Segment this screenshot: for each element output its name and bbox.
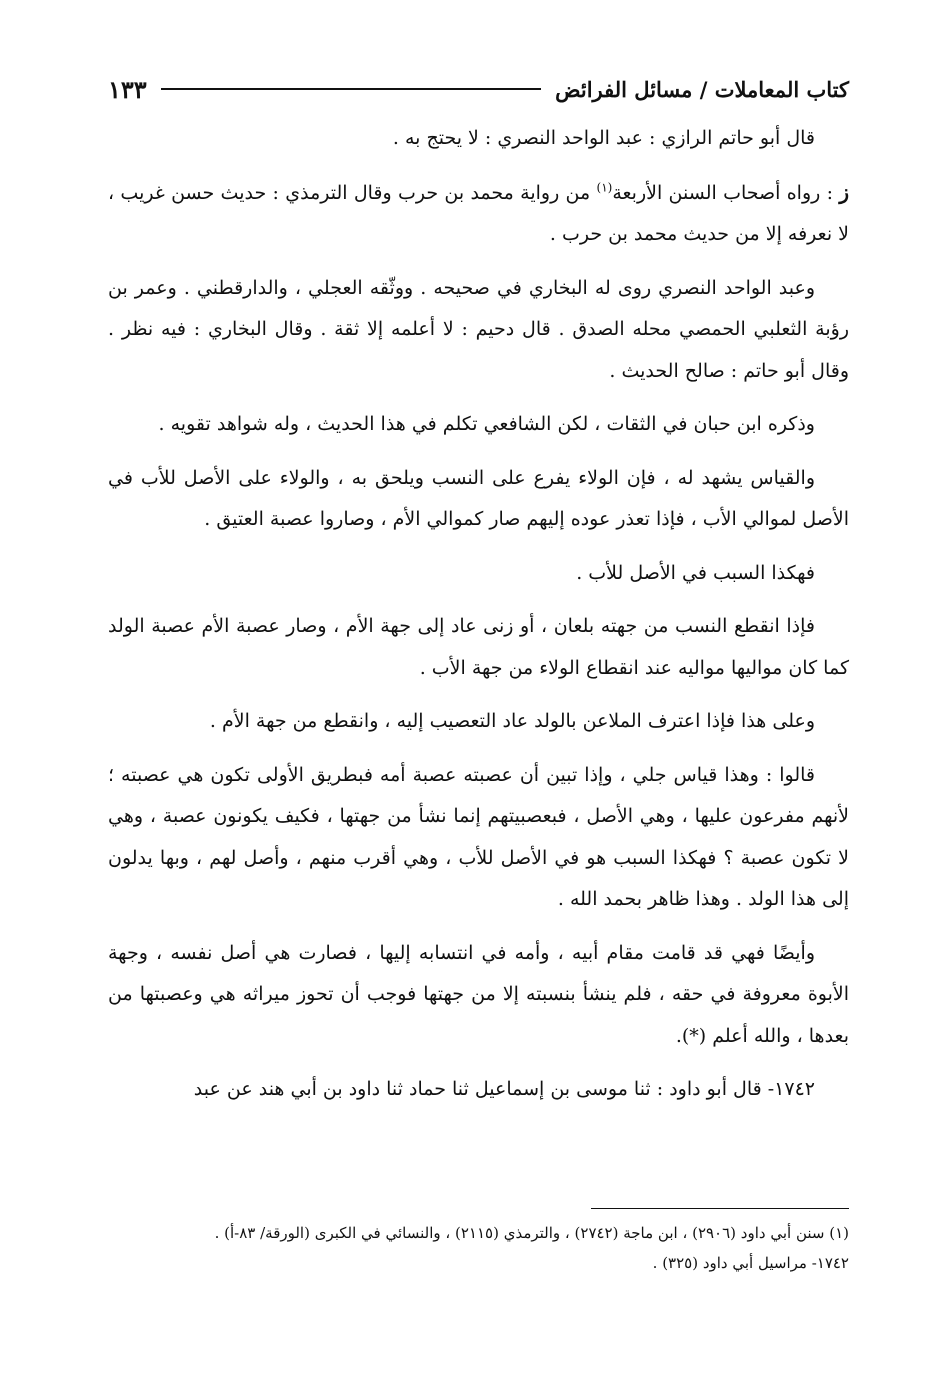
running-title: كتاب المعاملات / مسائل الفرائض bbox=[555, 76, 849, 102]
footnotes bbox=[108, 1218, 849, 1278]
paragraph-6 bbox=[108, 553, 849, 595]
hadith-1742-text: ١٧٤٢- قال أبو داود : ثنا موسى بن إسماعيل ثنا حماد ثنا داود بن أبي هند عن عبد bbox=[193, 1078, 815, 1100]
footnote-ref-1: (١) bbox=[596, 180, 613, 195]
paragraph-2-text: من رواية محمد بن حرب وقال الترمذي : حديث حسن غريب ، لا نعرفه إلا من حديث محمد بن حرب . bbox=[108, 181, 849, 245]
footnote-separator bbox=[591, 1208, 849, 1209]
paragraph-7 bbox=[108, 606, 849, 689]
paragraph-3-text: وعبد الواحد النصري روى له البخاري في صحيحه . ووثّقه العجلي ، والدارقطني . وعمر بن رؤبة الثعلبي الحمصي محله الصدق . قال دحيم : لا أعلمه إلا ثقة . وقال البخاري : فيه نظر . وقال أبو حاتم : صالح الحديث . bbox=[108, 276, 849, 382]
footnote-1742: ١٧٤٢- مراسيل أبي داود (٣٢٥) . bbox=[652, 1254, 849, 1272]
paragraph-10-text: وأيضًا فهي قد قامت مقام أبيه ، وأمه في انتسابه إليها ، فصارت هي أصل نفسه ، وجهة الأبوة معروفة في حقه ، فلم ينشأ بنسبته إلا من جهتها فوجب أن تحوز ميراثه هي وعصبتها من بعدها ، والله أعلم (*). bbox=[108, 941, 849, 1047]
paragraph-9-text: قالوا : وهذا قياس جلي ، وإذا تبين أن عصبته عصبة أمه فبطريق الأولى تكون هي عصبته ؛ لأنهم مفرعون عليها ، وهي الأصل ، فبعصبيتهم إنما نشأ من جهتها ، فكيف يكونون عصبة ، وهي لا تكون عصبة ؟ فهكذا السبب هو في الأصل للأب ، وهي أقرب منهم ، وأصل لهم ، وبها يدلون إلى هذا الولد . وهذا ظاهر بحمد الله . bbox=[108, 763, 849, 910]
paragraph-8-text: وعلى هذا فإذا اعترف الملاعن بالولد عاد التعصيب إليه ، وانقطع من جهة الأم . bbox=[209, 710, 815, 732]
paragraph-2-lead: : رواه أصحاب السنن الأربعة bbox=[612, 181, 840, 204]
body-text bbox=[108, 118, 849, 1123]
paragraph-10 bbox=[108, 933, 849, 1058]
paragraph-3 bbox=[108, 268, 849, 393]
header-rule bbox=[161, 88, 541, 90]
paragraph-7-text: فإذا انقطع النسب من جهته بلعان ، أو زنى عاد إلى جهة الأم ، وصار عصبة الأم عصبة الولد كما كان مواليها مواليه عند انقطاع الولاء من جهة الأب . bbox=[108, 615, 849, 679]
paragraph-6-text: فهكذا السبب في الأصل للأب . bbox=[576, 561, 815, 584]
page-number: ١٣٣ bbox=[108, 74, 147, 104]
paragraph-9 bbox=[108, 755, 849, 921]
page-header bbox=[108, 72, 849, 106]
paragraph-1-text: قال أبو حاتم الرازي : عبد الواحد النصري : لا يحتج به . bbox=[392, 127, 815, 149]
paragraph-2 bbox=[108, 172, 849, 256]
paragraph-8 bbox=[108, 701, 849, 743]
paragraph-4 bbox=[108, 404, 849, 446]
footnote-1: (١) سنن أبي داود (٢٩٠٦) ، ابن ماجة (٢٧٤٢) ، والترمذي (٢١١٥) ، والنسائي في الكبرى (الورقة/ ٨٣-أ) . bbox=[214, 1224, 849, 1242]
paragraph-5-text: والقياس يشهد له ، فإن الولاء يفرع على النسب ويلحق به ، والولاء على الأصل للأب في الأصل لموالي الأب ، فإذا تعذر عوده إليهم صار كموالي الأم ، وصاروا عصبة العتيق . bbox=[108, 466, 849, 530]
paragraph-5 bbox=[108, 458, 849, 541]
paragraph-4-text: وذكره ابن حبان في الثقات ، لكن الشافعي تكلم في هذا الحديث ، وله شواهد تقويه . bbox=[158, 413, 815, 435]
zay-symbol: ز bbox=[839, 179, 849, 204]
paragraph-1 bbox=[108, 118, 849, 160]
hadith-1742-start bbox=[108, 1069, 849, 1111]
